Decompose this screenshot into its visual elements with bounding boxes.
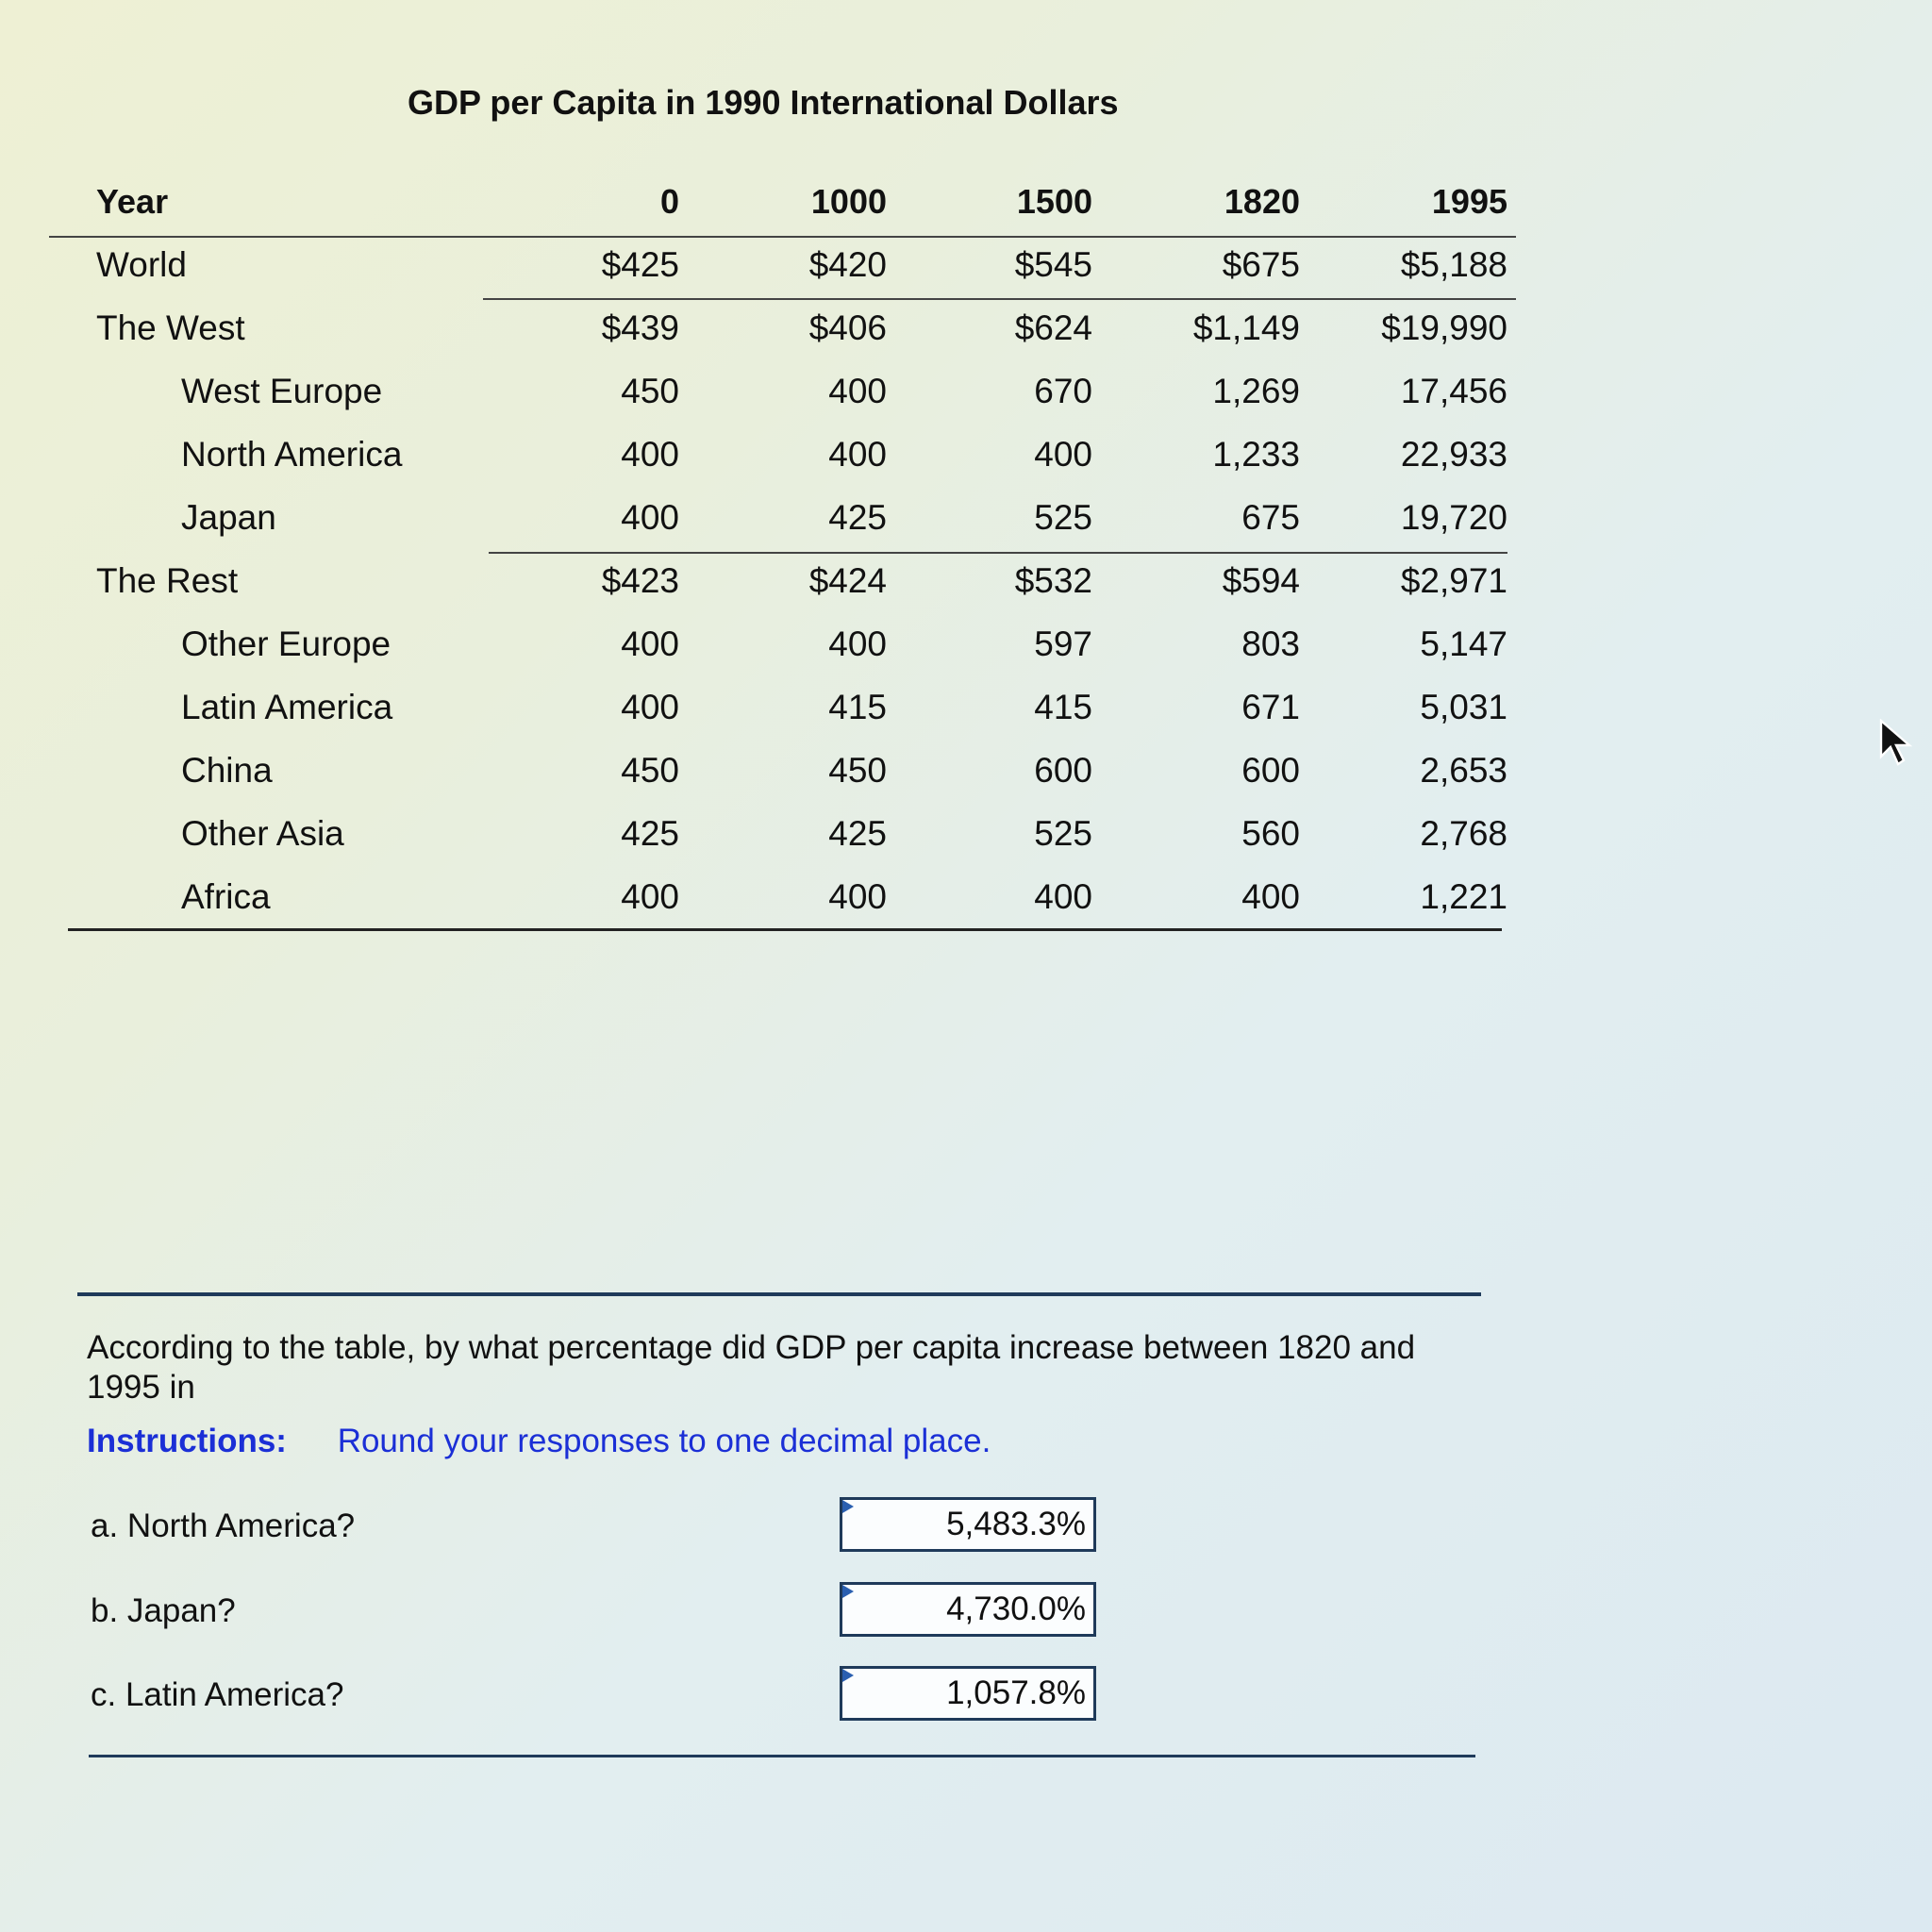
row-label: North America xyxy=(181,435,403,474)
flag-icon xyxy=(842,1585,854,1598)
row-value: 600 xyxy=(1034,751,1092,790)
row-value: 19,720 xyxy=(1400,498,1507,537)
flag-icon xyxy=(842,1669,854,1682)
table-row xyxy=(47,296,1519,359)
row-value: 425 xyxy=(621,814,679,853)
row-value: $1,149 xyxy=(1192,308,1300,347)
row-label: The Rest xyxy=(96,561,239,600)
section-divider-bottom xyxy=(89,1755,1475,1757)
table-row xyxy=(47,675,1519,739)
question-item-c: c. Latin America? xyxy=(91,1676,344,1713)
row-value: 671 xyxy=(1241,688,1300,726)
row-value: 597 xyxy=(1034,625,1092,663)
row-value: 1,233 xyxy=(1212,435,1300,474)
west-divider xyxy=(489,552,1507,554)
header-col: 1500 xyxy=(1016,182,1092,221)
question-text: According to the table, by what percentage did GDP per capita increase between 1820 and 1995 in xyxy=(87,1329,1416,1406)
table-row xyxy=(47,233,1519,296)
row-label: Africa xyxy=(181,877,271,916)
row-value: $2,971 xyxy=(1400,561,1507,600)
row-value: 425 xyxy=(828,814,887,853)
answer-value: 5,483.3% xyxy=(946,1506,1086,1542)
table-row xyxy=(47,423,1519,486)
instructions xyxy=(87,1423,991,1460)
table-row xyxy=(47,549,1519,612)
table-row xyxy=(47,486,1519,549)
row-label: Other Europe xyxy=(181,625,391,663)
row-value: $19,990 xyxy=(1381,308,1507,347)
row-label: World xyxy=(96,245,187,284)
row-value: 415 xyxy=(828,688,887,726)
row-value: $420 xyxy=(808,245,887,284)
row-value: 2,653 xyxy=(1420,751,1507,790)
gdp-table xyxy=(47,170,1519,928)
row-value: $424 xyxy=(808,561,887,600)
mouse-pointer-icon xyxy=(1877,719,1915,768)
row-value: 17,456 xyxy=(1400,372,1507,410)
instructions-text: Round your responses to one decimal place. xyxy=(337,1423,991,1459)
table-bottom-rule xyxy=(68,928,1502,931)
table-row xyxy=(47,359,1519,423)
row-value: 400 xyxy=(828,625,887,663)
row-label: Other Asia xyxy=(181,814,344,853)
table-row xyxy=(47,739,1519,802)
header-col: 1000 xyxy=(810,182,887,221)
row-value: 400 xyxy=(828,435,887,474)
row-value: $439 xyxy=(601,308,679,347)
table-row xyxy=(47,802,1519,865)
row-value: $624 xyxy=(1014,308,1092,347)
row-value: 450 xyxy=(621,372,679,410)
question-item-b: b. Japan? xyxy=(91,1592,236,1629)
row-value: 2,768 xyxy=(1420,814,1507,853)
row-value: $406 xyxy=(808,308,887,347)
row-value: 400 xyxy=(1034,877,1092,916)
row-value: 525 xyxy=(1034,498,1092,537)
section-divider-top xyxy=(77,1292,1481,1296)
row-value: 22,933 xyxy=(1400,435,1507,474)
row-value: 450 xyxy=(621,751,679,790)
row-value: $423 xyxy=(601,561,679,600)
header-col: 1995 xyxy=(1431,182,1507,221)
row-value: 400 xyxy=(828,877,887,916)
table-title: GDP per Capita in 1990 International Dollars xyxy=(408,83,1119,122)
row-value: 450 xyxy=(828,751,887,790)
row-value: 400 xyxy=(621,688,679,726)
world-divider xyxy=(483,298,1516,300)
row-value: 5,031 xyxy=(1420,688,1507,726)
row-value: 400 xyxy=(621,435,679,474)
row-value: 803 xyxy=(1241,625,1300,663)
row-label: Latin America xyxy=(181,688,393,726)
answer-input-c[interactable] xyxy=(840,1666,1096,1721)
flag-icon xyxy=(842,1500,854,1513)
row-value: $532 xyxy=(1014,561,1092,600)
row-value: 400 xyxy=(621,498,679,537)
instructions-label: Instructions: xyxy=(87,1423,287,1459)
question-item-a: a. North America? xyxy=(91,1507,356,1544)
answer-value: 1,057.8% xyxy=(946,1674,1086,1711)
answer-input-b[interactable] xyxy=(840,1582,1096,1637)
header-year: Year xyxy=(96,182,169,221)
answer-input-a[interactable] xyxy=(840,1497,1096,1552)
row-value: 525 xyxy=(1034,814,1092,853)
table-header-row xyxy=(47,170,1519,233)
row-value: $545 xyxy=(1014,245,1092,284)
row-value: 560 xyxy=(1241,814,1300,853)
row-value: 400 xyxy=(1241,877,1300,916)
table-row xyxy=(47,612,1519,675)
row-label: China xyxy=(181,751,273,790)
row-value: $5,188 xyxy=(1400,245,1507,284)
row-value: 5,147 xyxy=(1420,625,1507,663)
row-value: 415 xyxy=(1034,688,1092,726)
header-col: 1820 xyxy=(1224,182,1300,221)
row-label: Japan xyxy=(181,498,276,537)
table-row xyxy=(47,865,1519,928)
row-value: 670 xyxy=(1034,372,1092,410)
row-value: $425 xyxy=(601,245,679,284)
row-value: 400 xyxy=(621,625,679,663)
row-value: $675 xyxy=(1222,245,1300,284)
row-value: 400 xyxy=(1034,435,1092,474)
row-value: 425 xyxy=(828,498,887,537)
row-value: 400 xyxy=(828,372,887,410)
row-value: $594 xyxy=(1222,561,1300,600)
row-value: 675 xyxy=(1241,498,1300,537)
answer-value: 4,730.0% xyxy=(946,1591,1086,1627)
header-col: 0 xyxy=(659,182,679,221)
row-value: 1,269 xyxy=(1212,372,1300,410)
row-label: The West xyxy=(96,308,245,347)
row-value: 400 xyxy=(621,877,679,916)
row-value: 1,221 xyxy=(1420,877,1507,916)
row-value: 600 xyxy=(1241,751,1300,790)
row-label: West Europe xyxy=(181,372,383,410)
header-divider xyxy=(49,236,1516,238)
